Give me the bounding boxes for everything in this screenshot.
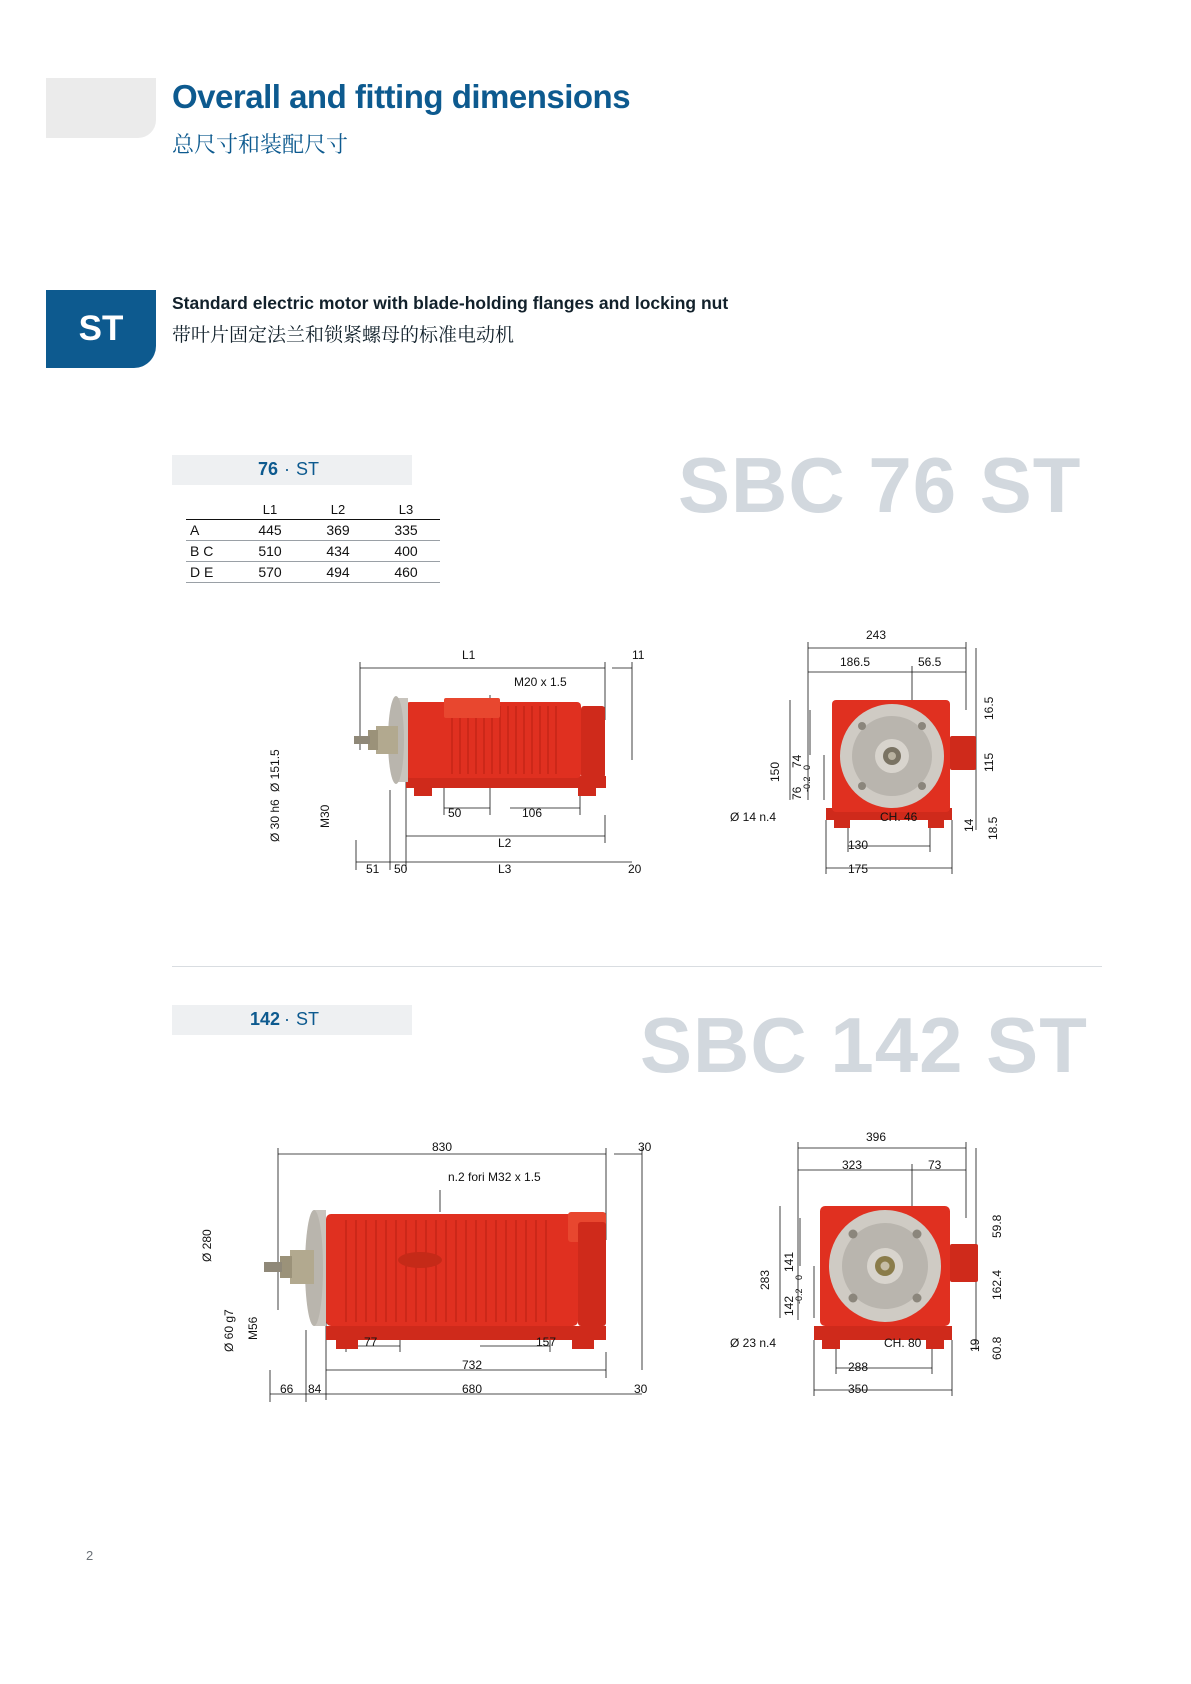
dim-76-side-inner-a: 50 bbox=[448, 806, 462, 820]
dim-76-side-L3: L3 bbox=[498, 862, 512, 876]
dim-76-front-right-small: 14 bbox=[962, 818, 976, 832]
dim-142-side-shaft-dia: Ø 60 g7 bbox=[222, 1309, 236, 1352]
dim-142-front-base-in: 288 bbox=[848, 1360, 869, 1374]
section-label-76-num: 76 bbox=[258, 459, 279, 479]
header-tab-decoration bbox=[46, 78, 156, 138]
page-title: Overall and fitting dimensions bbox=[172, 78, 631, 115]
ghost-title-142: SBC 142 ST bbox=[640, 1001, 1088, 1089]
dim-142-front-right-small: 19 bbox=[968, 1338, 982, 1352]
page-subtitle-zh: 总尺寸和装配尺寸 bbox=[172, 132, 349, 157]
dim-142-front-right-top: 59.8 bbox=[990, 1214, 1004, 1238]
table-cell: 494 bbox=[326, 564, 350, 580]
table-row bbox=[186, 562, 440, 583]
dim-76-side-L1: L1 bbox=[462, 648, 476, 662]
dim-76-side-bot-right: 20 bbox=[628, 862, 642, 876]
dim-142-side-shaft-thread: M56 bbox=[246, 1316, 260, 1340]
table-col-L2: L2 bbox=[330, 502, 346, 517]
drawing-76-side-view bbox=[340, 640, 680, 900]
dim-76-front-w-left: 186.5 bbox=[840, 655, 871, 669]
dim-142-front-right-mid: 162.4 bbox=[990, 1269, 1004, 1300]
dim-76-side-bot-left-b: 50 bbox=[394, 862, 408, 876]
dim-76-side-shaft-thread: M30 bbox=[318, 804, 332, 828]
dim-76-front-inner-h: 74 bbox=[790, 754, 804, 768]
dim-142-front-right-bot: 60.8 bbox=[990, 1336, 1004, 1360]
dim-76-side-shaft-dia: Ø 30 h6 bbox=[268, 799, 282, 842]
dim-142-side-inner-a: 77 bbox=[364, 1335, 378, 1349]
dimension-table-76 bbox=[186, 500, 440, 583]
dim-76-front-tol-dn: -0.2 bbox=[802, 776, 812, 792]
dim-76-front-w-right: 56.5 bbox=[918, 655, 942, 669]
dim-142-side-thread: n.2 fori M32 x 1.5 bbox=[448, 1170, 541, 1184]
table-col-L3: L3 bbox=[398, 502, 414, 517]
page-number: 2 bbox=[86, 1548, 94, 1563]
dim-142-front-w-left: 323 bbox=[842, 1158, 863, 1172]
st-badge-code: ST bbox=[78, 309, 124, 348]
table-row-label: B C bbox=[190, 543, 214, 559]
dim-142-side-inner-b: 157 bbox=[536, 1335, 557, 1349]
dim-76-side-bot-left-a: 51 bbox=[366, 862, 380, 876]
dim-76-side-top-right: 11 bbox=[632, 648, 645, 662]
table-col-L1: L1 bbox=[262, 502, 278, 517]
dim-76-front-base-in: 130 bbox=[848, 838, 869, 852]
dim-142-side-top-len: 830 bbox=[432, 1140, 453, 1154]
st-badge bbox=[46, 290, 156, 368]
dim-76-front-tol-up: 0 bbox=[802, 764, 812, 770]
dim-76-front-tol-val: 76 bbox=[790, 786, 804, 800]
st-description-zh: 带叶片固定法兰和锁紧螺母的标准电动机 bbox=[172, 325, 515, 346]
table-cell: 510 bbox=[258, 543, 282, 559]
dim-76-front-ch: CH. 46 bbox=[880, 810, 918, 824]
dim-142-side-top-right: 30 bbox=[638, 1140, 652, 1154]
table-row-label: A bbox=[190, 522, 200, 538]
dim-76-front-right-top: 16.5 bbox=[982, 696, 996, 720]
dim-76-side-inner-b: 106 bbox=[522, 806, 543, 820]
dim-142-front-ch: CH. 80 bbox=[884, 1336, 922, 1350]
dim-142-side-flange-dia: Ø 280 bbox=[200, 1229, 214, 1262]
section-label-142-num: 142 bbox=[250, 1009, 281, 1029]
dim-76-side-L2: L2 bbox=[498, 836, 512, 850]
section-label-76-code: ST bbox=[296, 459, 320, 479]
table-cell: 400 bbox=[394, 543, 418, 559]
dim-76-front-right-mid: 115 bbox=[982, 752, 996, 772]
dim-76-front-right-bot: 18.5 bbox=[986, 816, 1000, 840]
table-cell: 335 bbox=[394, 522, 418, 538]
dim-142-side-mid-len: 732 bbox=[462, 1358, 483, 1372]
table-row bbox=[186, 520, 440, 541]
drawing-76-front-view bbox=[780, 640, 1010, 890]
section-label-76-dot: · bbox=[284, 459, 290, 479]
dim-76-front-left-h: 150 bbox=[768, 761, 782, 782]
dim-142-front-tol-val: 142 bbox=[782, 1295, 796, 1316]
drawing-142-front-view bbox=[770, 1140, 1010, 1410]
table-row-label: D E bbox=[190, 564, 214, 580]
dim-76-front-base-out: 175 bbox=[848, 862, 869, 876]
st-description-en: Standard electric motor with blade-holding flanges and locking nut bbox=[172, 293, 729, 313]
ghost-title-76: SBC 76 ST bbox=[678, 441, 1082, 529]
dim-142-front-base-out: 350 bbox=[848, 1382, 869, 1396]
dim-142-side-bot-left-a: 66 bbox=[280, 1382, 294, 1396]
table-row bbox=[186, 541, 440, 562]
section-bar-76 bbox=[172, 455, 412, 485]
section-divider bbox=[172, 966, 1102, 967]
dim-142-front-tol-dn: -0.2 bbox=[794, 1288, 804, 1304]
dim-142-front-left-h: 283 bbox=[758, 1269, 772, 1290]
dim-142-front-w-right: 73 bbox=[928, 1158, 942, 1172]
table-cell: 570 bbox=[258, 564, 282, 580]
dim-76-front-holes: Ø 14 n.4 bbox=[730, 810, 777, 824]
dim-76-front-total-w: 243 bbox=[866, 628, 887, 642]
dim-142-side-bot-len: 680 bbox=[462, 1382, 483, 1396]
dim-76-side-flange-dia: Ø 151.5 bbox=[268, 749, 282, 792]
dim-142-front-inner-h: 141 bbox=[782, 1251, 796, 1272]
table-cell: 445 bbox=[258, 522, 282, 538]
table-header-row bbox=[186, 500, 440, 520]
section-label-142-dot: · bbox=[284, 1009, 290, 1029]
section-label-142-code: ST bbox=[296, 1009, 320, 1029]
dim-142-front-total-w: 396 bbox=[866, 1130, 887, 1144]
table-cell: 434 bbox=[326, 543, 350, 559]
dim-142-front-tol-up: 0 bbox=[794, 1274, 804, 1280]
dim-142-side-bot-left-b: 84 bbox=[308, 1382, 322, 1396]
dim-76-side-thread: M20 x 1.5 bbox=[514, 675, 567, 689]
dim-142-front-holes: Ø 23 n.4 bbox=[730, 1336, 777, 1350]
section-bar-142 bbox=[172, 1005, 412, 1035]
dim-142-side-bot-right: 30 bbox=[634, 1382, 648, 1396]
table-cell: 460 bbox=[394, 564, 418, 580]
table-cell: 369 bbox=[326, 522, 350, 538]
